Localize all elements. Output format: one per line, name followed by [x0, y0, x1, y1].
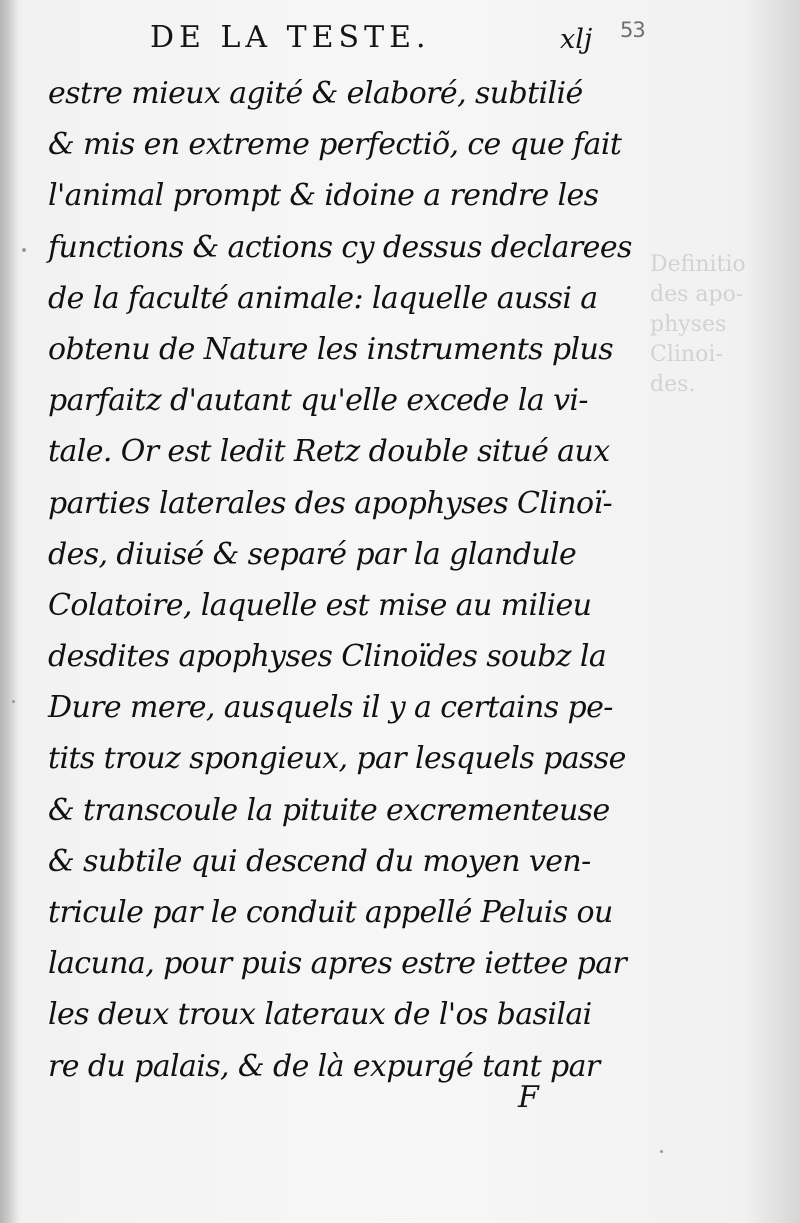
text-line: des, diuisé & separé par la glandule: [48, 536, 577, 572]
paper-speck: [12, 700, 15, 703]
signature-mark: F: [518, 1080, 539, 1115]
show-through-line: Definitio: [650, 252, 746, 277]
running-head-title: DE LA TESTE.: [150, 20, 431, 55]
show-through-line: physes: [650, 312, 727, 337]
text-line: de la faculté animale: laquelle aussi a: [48, 280, 598, 316]
body-text: [48, 68, 632, 1092]
text-line: tale. Or est ledit Retz double situé aux: [48, 434, 610, 470]
text-line: & transcoule la pituite excrementeuse: [48, 792, 610, 828]
text-line: estre mieux agité & elaboré, subtilié: [48, 76, 583, 111]
text-line: tricule par le conduit appellé Peluis ou: [48, 895, 613, 930]
show-through-line: des apo-: [650, 282, 744, 307]
text-line: functions & actions cy dessus declarees: [48, 229, 632, 265]
text-line: obtenu de Nature les instruments plus: [48, 331, 614, 367]
text-line: & subtile qui descend du moyen ven-: [48, 843, 591, 879]
text-line: Dure mere, ausquels il y a certains pe-: [48, 690, 613, 726]
text-line: Colatoire, laquelle est mise au milieu: [48, 587, 592, 623]
show-through-line: Clinoi-: [650, 342, 723, 367]
text-line: parfaitz d'autant qu'elle excede la vi-: [48, 383, 588, 419]
text-line: les deux troux lateraux de l'os basilai: [48, 997, 592, 1033]
paper-speck: [660, 1150, 663, 1153]
handwritten-page-number: 53: [620, 18, 645, 42]
gutter-shadow: [0, 0, 18, 1223]
text-line: tits trouz spongieux, par lesquels passe: [48, 741, 626, 777]
show-through-line: des.: [650, 372, 696, 397]
text-line: lacuna, pour puis apres estre iettee par: [48, 946, 627, 982]
text-line: & mis en extreme perfectiõ, ce que fait: [48, 127, 622, 163]
text-line: re du palais, & de là expurgé tant par: [48, 1048, 600, 1084]
text-line: desdites apophyses Clinoïdes soubz la: [48, 639, 607, 675]
folio-number: xlj: [560, 24, 593, 55]
paper-speck: [22, 248, 26, 252]
text-line: parties laterales des apophyses Clinoï-: [48, 485, 613, 521]
show-through-marginal-note: [650, 250, 800, 450]
running-head: [0, 18, 800, 58]
text-line: l'animal prompt & idoine a rendre les: [48, 178, 599, 214]
